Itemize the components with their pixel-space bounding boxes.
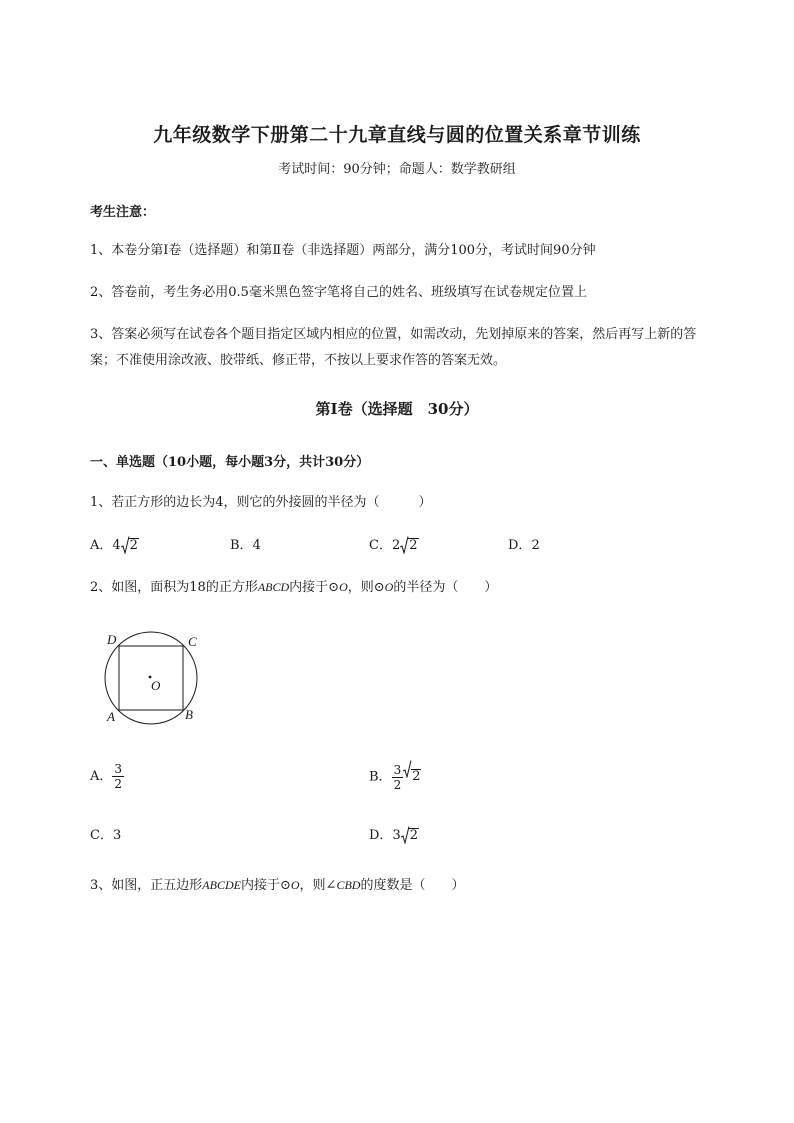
radical-sign-icon	[400, 536, 409, 554]
fraction	[112, 762, 124, 791]
numerator: 3	[114, 762, 123, 776]
option-value: 4	[252, 538, 261, 553]
radical-sign-icon	[401, 826, 410, 844]
numerator: 3	[393, 762, 402, 777]
option-label: C．	[369, 538, 392, 553]
radicand: 2	[409, 828, 418, 843]
stem-text: ，则∠	[299, 878, 337, 893]
notice-item-1: 1、本卷分第I卷（选择题）和第Ⅱ卷（非选择题）两部分，满分100分，考试时间90分钟	[90, 243, 596, 258]
math-variable: ABCD	[257, 580, 290, 594]
exam-info: 考试时间：90分钟；命题人：数学教研组	[278, 162, 516, 177]
stem-text: 内接于⊙	[240, 878, 291, 893]
q2-option-d	[369, 826, 419, 846]
part-heading: 一、单选题（10小题，每小题3分，共计30分）	[90, 455, 370, 470]
label-o: O	[151, 678, 161, 693]
coefficient: 2	[391, 538, 401, 553]
math-variable: CBD	[336, 878, 361, 892]
question-1-stem: 1、若正方形的边长为4，则它的外接圆的半径为（ ）	[90, 495, 432, 510]
sqrt-radical	[403, 760, 421, 794]
stem-text: 内接于⊙	[289, 580, 340, 595]
question-2-stem	[90, 574, 497, 601]
sqrt-radical	[401, 826, 419, 846]
option-label: B．	[230, 538, 253, 553]
math-variable: O	[339, 580, 348, 594]
radical-sign-icon	[121, 536, 130, 554]
option-label: D．	[369, 828, 393, 843]
question-3-stem	[90, 872, 464, 899]
sqrt-radical	[121, 536, 139, 556]
sqrt-radical	[400, 536, 418, 556]
radicand: 2	[409, 538, 418, 553]
denominator: 2	[393, 777, 402, 792]
option-value: 2	[531, 538, 540, 553]
math-variable: O	[290, 878, 300, 892]
label-d: D	[107, 632, 117, 647]
math-variable: ABCDE	[202, 878, 241, 892]
square-in-circle-figure	[100, 628, 210, 728]
option-label: D．	[508, 538, 532, 553]
q1-option-a	[90, 536, 139, 556]
notice-item-2: 2、答卷前，考生务必用0.5毫米黑色签字笔将自己的姓名、班级填写在试卷规定位置上	[90, 285, 587, 300]
label-c: C	[188, 634, 197, 649]
q1-option-c	[369, 536, 419, 556]
section-title: 第I卷（选择题 30分）	[315, 400, 479, 418]
label-b: B	[185, 707, 193, 722]
option-label: A．	[90, 538, 113, 553]
q1-option-b	[230, 536, 261, 556]
q1-option-d	[508, 536, 540, 556]
fraction	[392, 763, 404, 792]
math-variable: O	[384, 580, 394, 594]
radicand: 2	[129, 538, 138, 553]
option-label: A．	[90, 769, 113, 784]
denominator: 2	[114, 777, 123, 791]
q2-option-a	[90, 760, 124, 794]
stem-text: 的半径为（ ）	[393, 580, 498, 595]
stem-text: 2、如图，面积为18的正方形	[90, 580, 258, 595]
stem-text: 的度数是（ ）	[360, 878, 465, 893]
option-value: 3	[112, 828, 122, 843]
page-title: 九年级数学下册第二十九章直线与圆的位置关系章节训练	[153, 124, 641, 146]
radicand: 2	[412, 769, 421, 784]
option-label: B．	[369, 769, 392, 785]
notice-heading: 考生注意：	[90, 205, 156, 220]
coefficient: 3	[392, 828, 401, 843]
stem-text: ，则⊙	[347, 580, 385, 595]
q2-option-b	[369, 760, 421, 795]
q2-option-c	[90, 826, 121, 846]
coefficient: 4	[112, 538, 121, 553]
stem-text: 3、如图，正五边形	[90, 878, 203, 893]
notice-item-3: 3、答案必须写在试卷各个题目指定区域内相应的位置，如需改动，先划掉原来的答案，然后再写上新的答案；不准使用涂改液、胶带纸、修正带，不按以上要求作答的答案无效。	[90, 327, 697, 368]
label-a: A	[107, 709, 115, 724]
radical-sign-icon	[403, 760, 412, 778]
option-label: C．	[90, 828, 113, 843]
